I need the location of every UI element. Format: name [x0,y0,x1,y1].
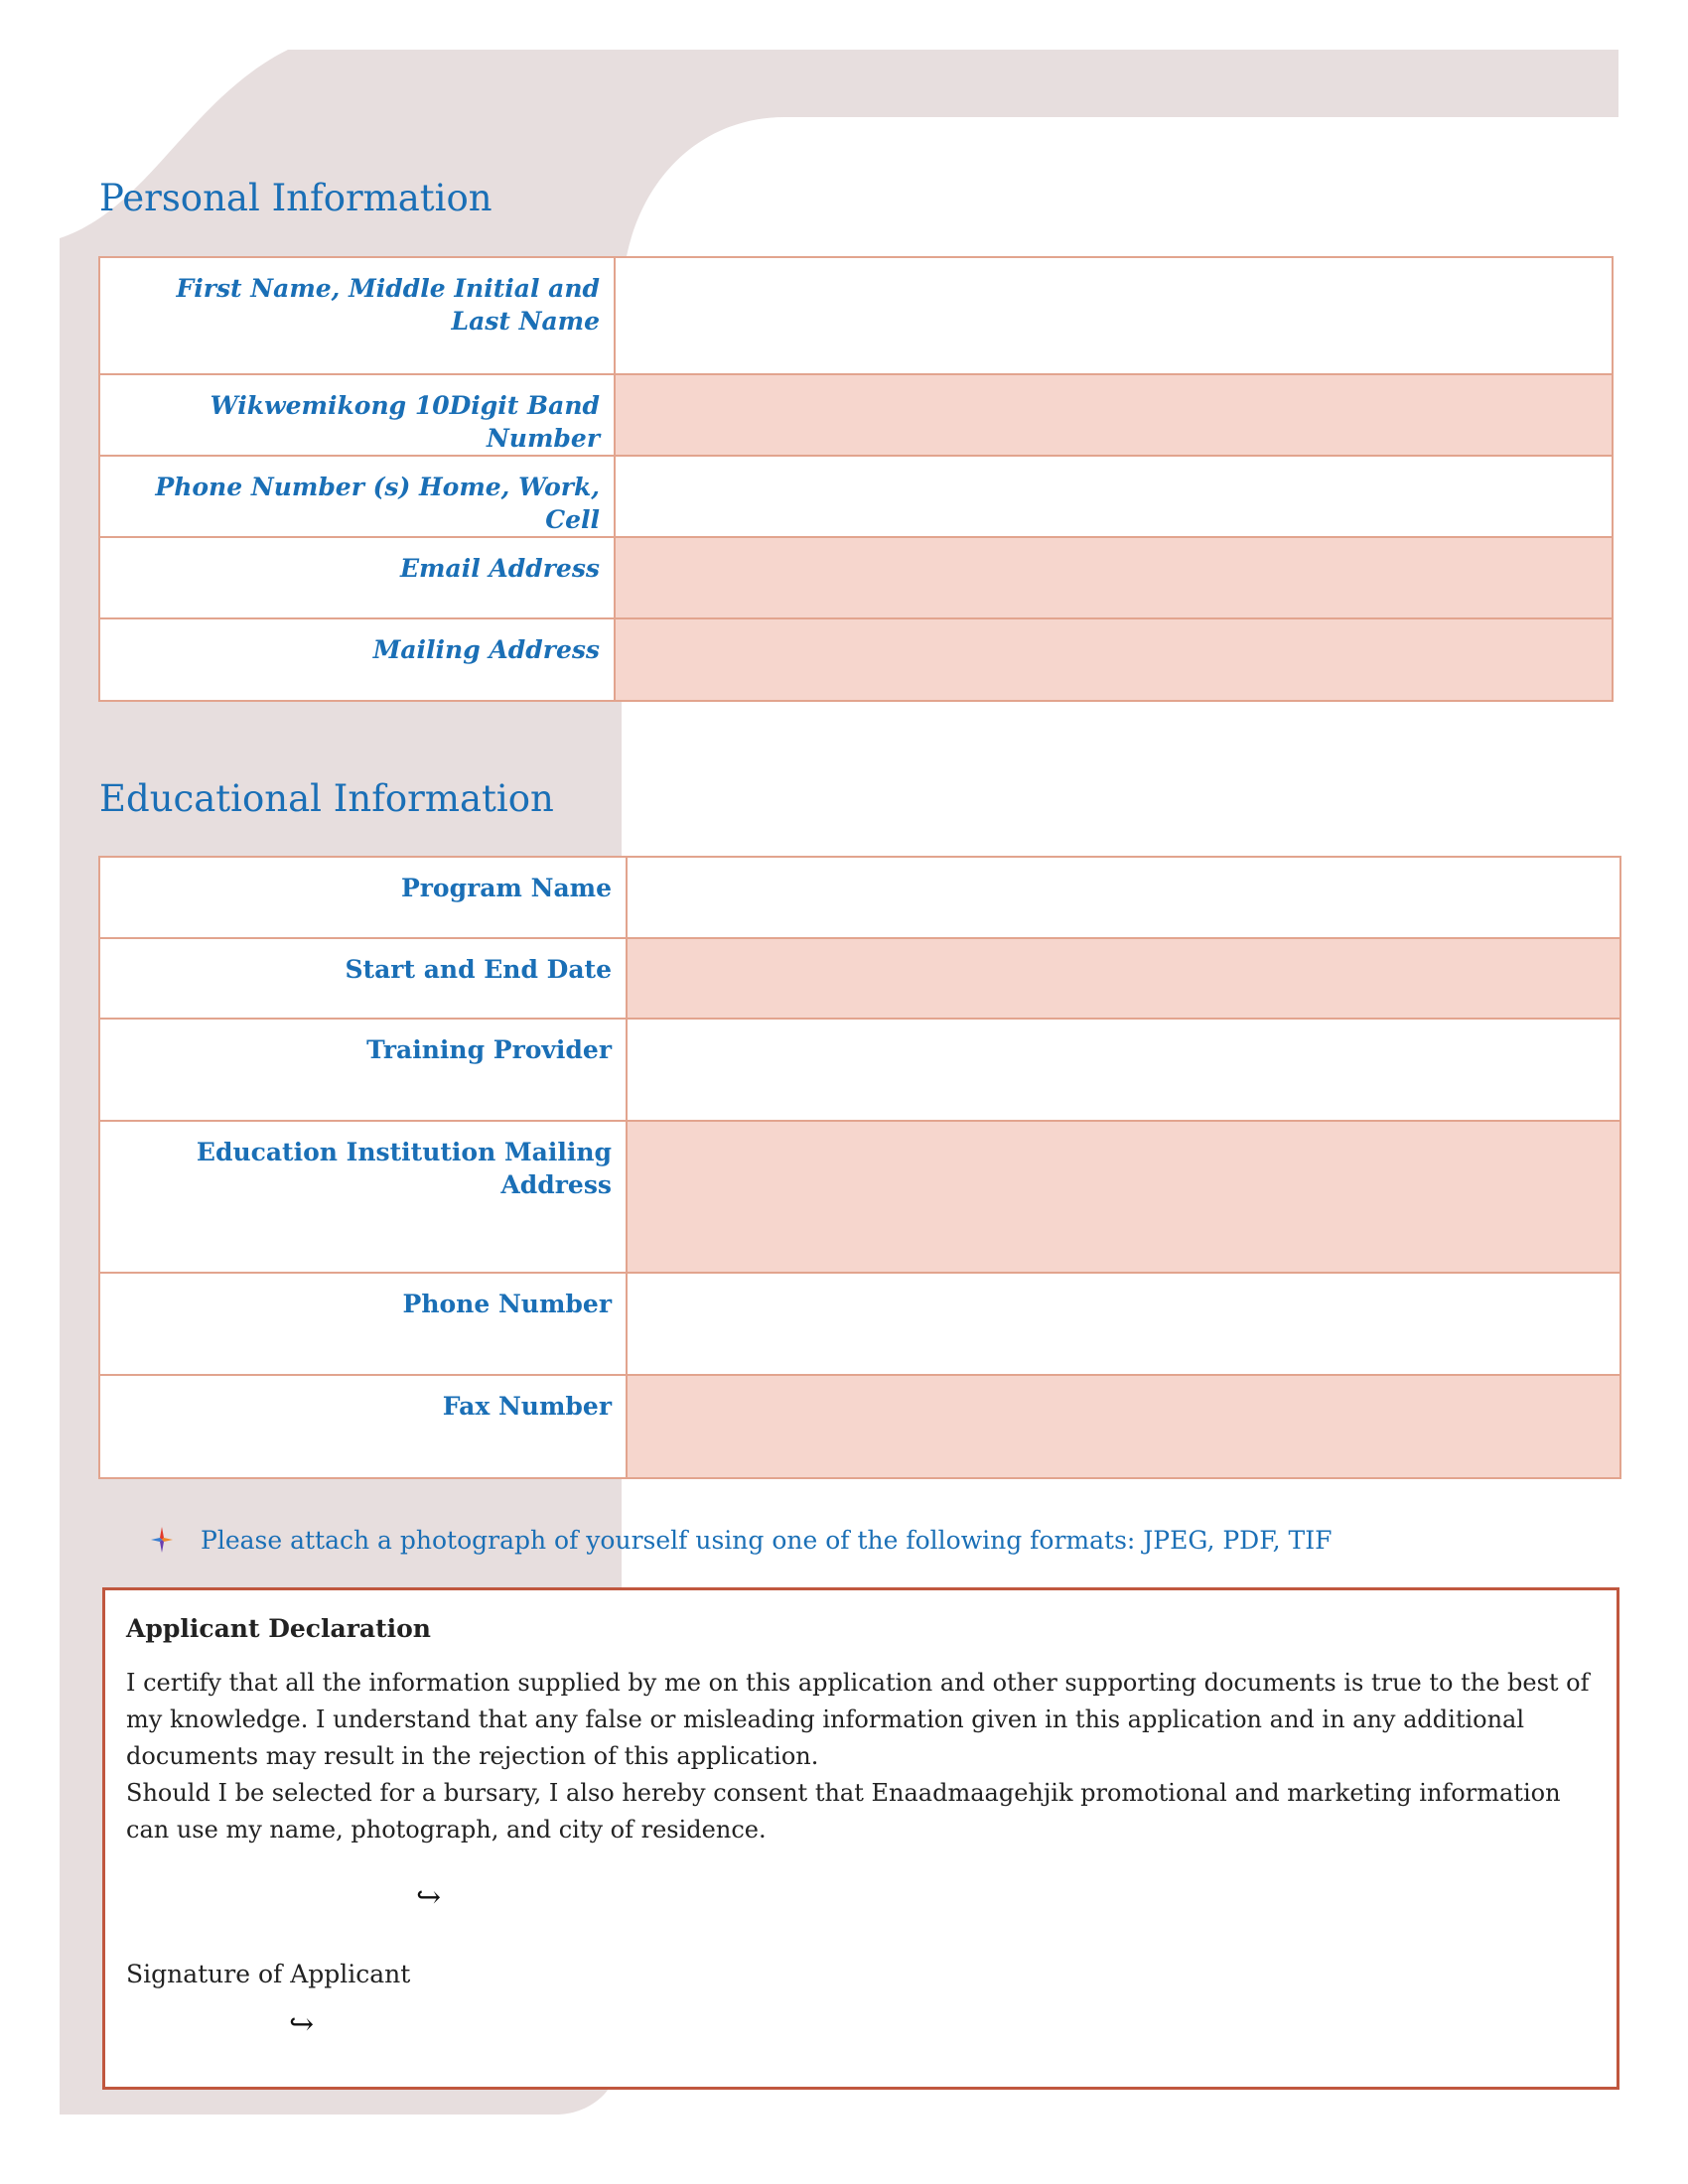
full-name-field[interactable] [615,257,1613,374]
educational-information-heading: Educational Information [99,777,554,820]
table-row [99,938,1620,1019]
institution-phone-number-label: Phone Number [99,1273,627,1375]
training-provider-field[interactable] [627,1019,1620,1121]
mailing-address-label: Mailing Address [99,618,615,701]
table-row [99,374,1613,456]
hook-arrow-icon: ↪ [416,1880,442,1915]
educational-information-table [98,856,1621,1479]
table-row [99,857,1620,938]
table-row [99,618,1613,701]
band-number-label: Wikwemikong 10Digit Band Number [99,374,615,456]
four-point-star-bullet-icon [149,1525,175,1555]
table-row [99,1121,1620,1273]
declaration-certification-text: I certify that all the information supplied by me on this application and other supporting documents is true to the best of my knowledge. I understand that any false or misleading information given in this application and in any additional documents may result in the rejection of this application. [126,1669,1590,1770]
program-name-field[interactable] [627,857,1620,938]
hook-arrow-icon: ↪ [289,2007,315,2042]
applicant-declaration-box [102,1587,1619,2090]
mailing-address-field[interactable] [615,618,1613,701]
email-address-field[interactable] [615,537,1613,618]
email-address-label: Email Address [99,537,615,618]
table-row [99,257,1613,374]
institution-phone-number-field[interactable] [627,1273,1620,1375]
institution-mailing-address-label: Education Institution Mailing Address [99,1121,627,1273]
table-row [99,1273,1620,1375]
table-row [99,1019,1620,1121]
photo-attachment-text: Please attach a photograph of yourself using one of the following formats: JPEG, PDF, TIF [201,1525,1333,1555]
band-number-field[interactable] [615,374,1613,456]
table-row [99,537,1613,618]
table-row [99,1375,1620,1478]
phone-numbers-field[interactable] [615,456,1613,537]
start-end-date-label: Start and End Date [99,938,627,1019]
signature-label: Signature of Applicant [126,1960,411,1988]
table-row [99,456,1613,537]
program-name-label: Program Name [99,857,627,938]
phone-numbers-label: Phone Number (s) Home, Work, Cell [99,456,615,537]
fax-number-field[interactable] [627,1375,1620,1478]
photo-attachment-note [149,1525,1332,1555]
full-name-label: First Name, Middle Initial and Last Name [99,257,615,374]
training-provider-label: Training Provider [99,1019,627,1121]
declaration-consent-text: Should I be selected for a bursary, I also hereby consent that Enaadmaagehjik promotional and marketing information can use my name, photograph, and city of residence. [126,1779,1561,1843]
declaration-heading: Applicant Declaration [126,1614,431,1643]
institution-mailing-address-field[interactable] [627,1121,1620,1273]
start-end-date-field[interactable] [627,938,1620,1019]
personal-information-table [98,256,1614,702]
personal-information-heading: Personal Information [99,177,492,219]
fax-number-label: Fax Number [99,1375,627,1478]
